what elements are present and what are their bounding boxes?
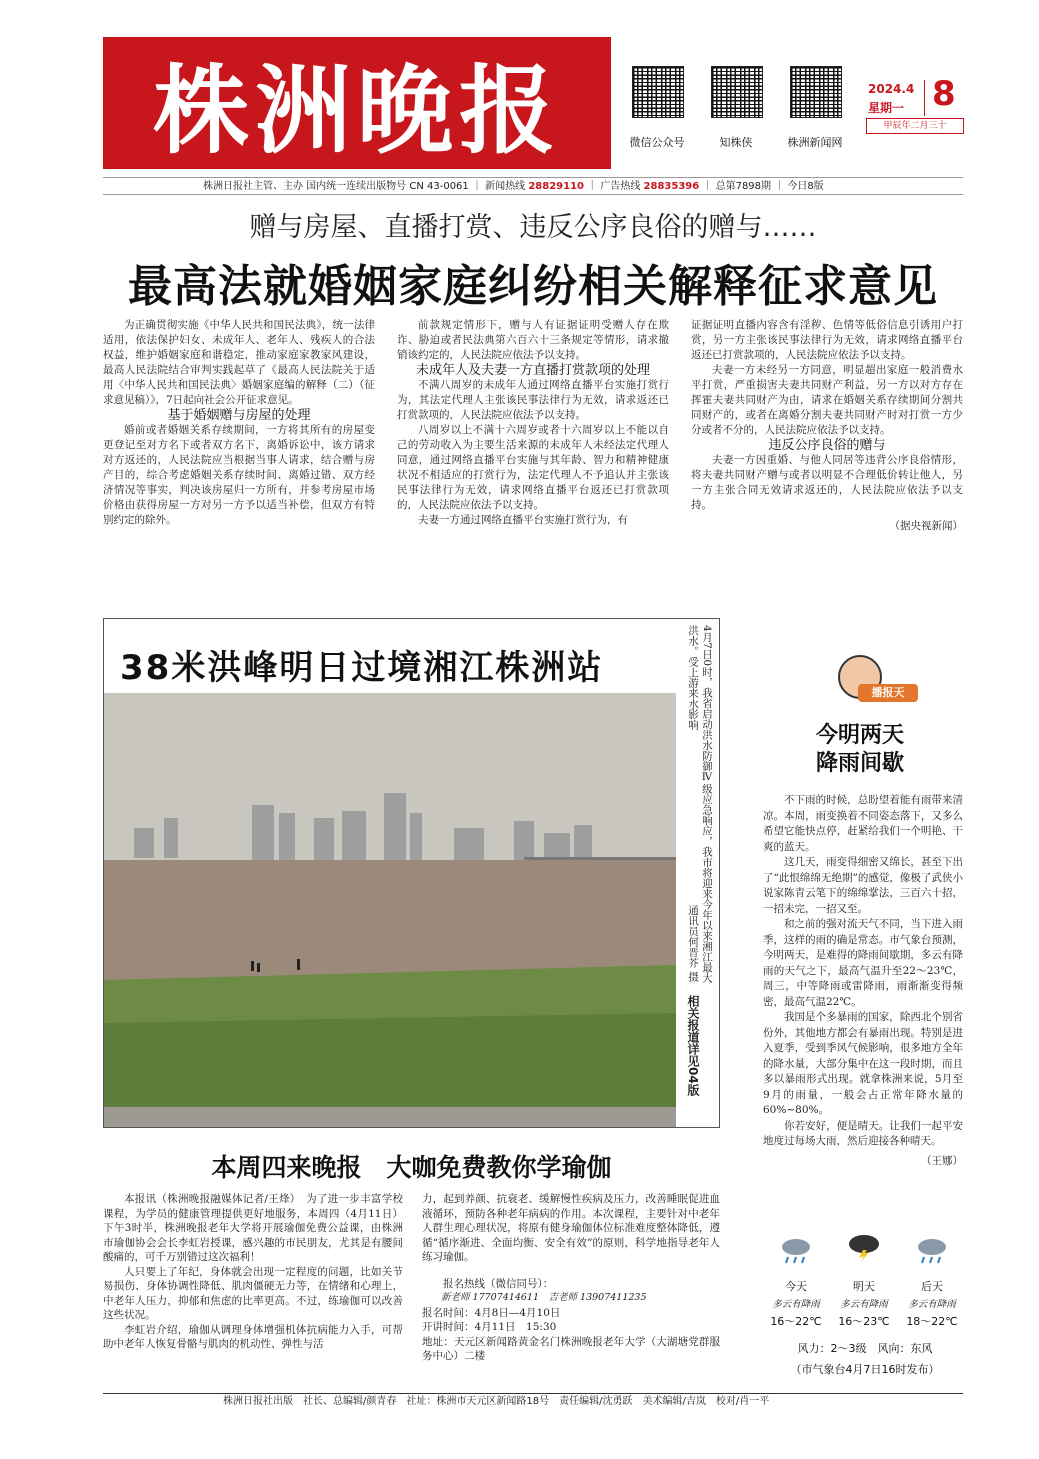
weather-author: （王娜） [921, 1154, 963, 1167]
flood-title: 38米洪峰明日过境湘江株洲站 [120, 648, 604, 688]
qr-code-wechat [632, 66, 684, 118]
forecast-desc-tomorrow: 多云有降雨 [840, 1299, 888, 1310]
lead-subhead: 违反公序良俗的赠与 [768, 438, 886, 453]
forecast-temp-tomorrow: 16～23℃ [838, 1315, 890, 1328]
date-day: 8 [932, 74, 956, 114]
forecast-desc-after: 多云有降雨 [908, 1299, 956, 1310]
date-lunar: 甲辰年二月三十 [866, 118, 964, 134]
weather-paragraph: 和之前的强对流天气不同，当下进入雨季，这样的雨的确是常态。市气象台预测，今明两天，是难得的降雨间歇期，多云有降雨的天气之下，最高气温升至22～23℃，周三，中等降雨或雷降雨，雨渐渐变得频密，最高气温22℃。 [763, 918, 963, 1008]
yoga-reg-time: 报名时间：4月8日—4月10日 [422, 1306, 561, 1319]
flood-caption: 4月7日0时，我省启动洪水防御Ⅳ级应急响应，我市将迎来今年以来湘江最大洪水。受上游来水影响 [687, 625, 713, 983]
forecast-day-today: 今天 [785, 1280, 807, 1293]
lead-headline: 最高法就婚姻家庭纠纷相关解释征求意见 [128, 261, 938, 312]
yoga-paragraph: 李虹岩介绍，瑜伽从调理身体增强机体抗病能力入手，可帮助中老年人恢复骨骼与肌肉的机动性、弹性与活 [103, 1323, 403, 1350]
flood-photographer: 通讯员何晋芥 摄 [687, 905, 699, 982]
yoga-teachers: 新老师 17707414611 吉老师 13907411235 [441, 1292, 647, 1303]
weather-paragraph: 我国是个多暴雨的国家，除西北个别省份外，其他地方都会有暴雨出现。特别是进入夏季，受到季风气候影响，很多地方全年的降水量，大部分集中在这一段时期，而且多以暴雨形式出现。就拿株洲来说，5月至9月的雨量，一般会占正常年降水量的60%~80%。 [763, 1011, 963, 1116]
lead-subhead: 未成年人及夫妻一方直播打赏款项的处理 [415, 363, 650, 378]
date-weekday: 星期一 [868, 101, 905, 115]
ad-hotline-label: 广告热线 [600, 181, 641, 192]
forecast-wind: 风力：2～3级 风向：东风 [797, 1342, 933, 1355]
forecast-temp-today: 16～22℃ [770, 1315, 822, 1328]
lead-paragraph: 证据证明直播内容含有淫秽、色情等低俗信息引诱用户打赏，另一方主张该民事法律行为无效，请求网络直播平台返还已打赏款项的，人民法院应依法予以支持。 [691, 319, 963, 361]
rain-cloud-icon [778, 1235, 814, 1269]
lead-column-2 [397, 318, 669, 528]
yoga-column-1 [103, 1192, 403, 1352]
weather-title [770, 722, 950, 778]
date-year-month: 2024.4 [868, 82, 915, 96]
lead-source: （据央视新闻） [889, 520, 963, 532]
weather-badge: 播报天 [858, 684, 918, 702]
lead-column-3 [691, 318, 963, 534]
rain-cloud-icon [914, 1235, 950, 1269]
thunder-rain-icon [846, 1232, 882, 1266]
masthead-title: 株洲晚报 [153, 54, 561, 167]
yoga-title: 本周四来晚报 大咖免费教你学瑜伽 [211, 1153, 612, 1182]
forecast-day-tomorrow: 明天 [853, 1280, 875, 1293]
issue-number: 总第7898期 [715, 181, 772, 192]
qr-code-zhizhuxia [711, 66, 763, 118]
lead-kicker: 赠与房屋、直播打赏、违反公序良俗的赠与…… [249, 212, 817, 243]
forecast-temp-after: 18～22℃ [906, 1315, 958, 1328]
flood-photo [104, 693, 676, 1127]
lead-subhead: 基于婚姻赠与房屋的处理 [167, 408, 311, 423]
lead-paragraph: 为正确贯彻实施《中华人民共和国民法典》，统一法律适用，依法保护妇女、未成年人、老年人、残疾人的合法权益，维护婚姻家庭和谐稳定，推动家庭家教家风建设，最高人民法院结合审判实践起草了《最高人民法院关于适用〈中华人民共和国民法典〉婚姻家庭编的解释（二）（征求意见稿）》，7日起向社会公开征求意见。 [103, 319, 375, 406]
qr-label-wechat: 微信公众号 [629, 136, 685, 149]
info-bar: 株洲日报社主管、主办 国内统一连续出版物号 CN 43-0061 ｜ 新闻热线 28829110 ｜ 广告热线 28835396 ｜ 总第7898期 ｜ 今日8版 [103, 177, 963, 195]
lead-paragraph: 夫妻一方因重婚、与他人同居等违背公序良俗情形，将夫妻共同财产赠与或者以明显不合理低价转让他人，另一方主张合同无效请求返还的，人民法院应依法予以支持。 [691, 454, 963, 511]
weather-paragraph: 不下雨的时候，总盼望着能有雨带来清凉。本周，雨变换着不同姿态落下，又多么希望它能快点停，赶紧给我们一个明艳、干爽的蓝天。 [763, 794, 963, 853]
yoga-address: 地址：天元区新闻路黄金名门株洲晚报老年大学（大湖塘党群服务中心）二楼 [422, 1335, 720, 1362]
lead-paragraph: 前款规定情形下，赠与人有证据证明受赠人存在欺诈、胁迫或者民法典第六百六十三条规定等情形，请求撤销该约定的，人民法院应依法予以支持。 [397, 319, 669, 361]
weather-article [763, 793, 963, 1169]
yoga-class-time: 开讲时间：4月11日 15:30 [422, 1321, 557, 1333]
weather-title-line1: 今明两天 [815, 723, 904, 748]
lead-paragraph: 八周岁以上不满十六周岁或者十六周岁以上不能以自己的劳动收入为主要生活来源的未成年人未经法定代理人同意，通过网络直播平台实施与其年龄、智力和精神健康状况不相适应的打赏行为，法定代理人不予追认并主张该民事法律行为无效，请求网络直播平台返还已打赏款项的，人民法院应依法予以支持。 [397, 424, 669, 511]
yoga-paragraph: 力，起到养颜、抗衰老、缓解慢性疾病及压力，改善睡眠促进血液循环，预防各种老年病病的作用。本次课程，主要针对中老年人群生理心理状况，将原有健身瑜伽体位标准难度整体降低，遵循“循序渐进、全面均衡、安全有效”的原则，科学地指导老年人练习瑜伽。 [422, 1193, 720, 1263]
lead-paragraph: 夫妻一方通过网络直播平台实施打赏行为，有 [418, 514, 628, 526]
forecast-issued: （市气象台4月7日16时发布） [790, 1363, 940, 1376]
yoga-paragraph: 人只要上了年纪，身体就会出现一定程度的问题，比如关节易损伤、身体协调性降低、肌肉僵硬无力等，在情绪和心理上，中老年人压力，抑郁和焦虑的比率更高。不过，练瑜伽可以改善这些状况。 [103, 1265, 403, 1321]
yoga-column-2 [422, 1192, 720, 1364]
lead-paragraph: 夫妻一方未经另一方同意，明显超出家庭一般消费水平打赏，严重损害夫妻共同财产利益，另一方以对方存在挥霍夫妻共同财产为由，请求在婚姻关系存续期间分割共同财产的，或者在离婚分割夫妻共同财产时对打赏一方少分或者不分的，人民法院应依法予以支持。 [691, 364, 963, 436]
lead-paragraph: 不满八周岁的未成年人通过网络直播平台实施打赏行为，其法定代理人主张该民事法律行为无效，请求返还已打赏款项的，人民法院应依法予以支持。 [397, 379, 669, 421]
lead-column-1 [103, 318, 375, 528]
news-hotline: 28829110 [528, 181, 584, 192]
masthead-logo [103, 37, 611, 169]
weather-paragraph: 你若安好，便是晴天。让我们一起平安地度过每场大雨，然后迎接各种晴天。 [763, 1119, 963, 1147]
lead-paragraph: 婚前或者婚姻关系存续期间，一方将其所有的房屋变更登记至对方名下或者双方名下，离婚诉讼中，该方请求对方返还的，人民法院应当根据当事人请求，结合赠与房产目的，综合考虑婚姻关系存续时间、离婚过错、双方经济情况等事实，判决该房屋归一方所有，并参考房屋市场价格由获得房屋一方对另一方予以适当补偿，但双方有特别约定的除外。 [103, 424, 375, 526]
ad-hotline: 28835396 [643, 181, 700, 192]
forecast-day-after: 后天 [921, 1280, 943, 1293]
qr-code-news [790, 66, 842, 118]
yoga-reg-label: 报名热线（微信同号）： [443, 1277, 554, 1290]
weather-paragraph: 这几天，雨变得细密又绵长，甚至下出了“此恨绵绵无绝期”的感觉，像极了武侠小说家陈青云笔下的绵绵掌法，三百六十招，一招未完，一招又至。 [763, 856, 963, 915]
yoga-paragraph: 本报讯（株洲晚报融媒体记者/王烽） 为了进一步丰富学校课程，为学员的健康管理提供更好地服务，本周四（4月11日）下午3时半，株洲晚报老年大学将开展瑜伽免费公益课，由株洲市瑜伽协会会长李虹岩授课，感兴趣的市民朋友，尤其是有腰间酸痛的，可千万别错过这次福利！ [103, 1193, 403, 1263]
publisher-info: 株洲日报社主管、主办 国内统一连续出版物号 CN 43-0061 [203, 181, 469, 192]
flood-related-link[interactable]: 相关报道详见04版 [686, 995, 700, 1096]
date-divider [924, 80, 925, 116]
weather-title-line2: 降雨间歇 [815, 751, 904, 776]
qr-label-news: 株洲新闻网 [787, 136, 843, 149]
forecast-desc-today: 多云有降雨 [772, 1299, 820, 1310]
page-count: 今日8版 [787, 181, 824, 192]
news-hotline-label: 新闻热线 [485, 181, 526, 192]
qr-label-zhizhuxia: 知株侠 [719, 136, 753, 149]
page-footer: 株洲日报社出版 社长、总编辑/颜青春 社址：株洲市天元区新闻路18号 责任编辑/沈勇跃 美术编辑/吉岚 校对/肖一平 [103, 1393, 963, 1410]
